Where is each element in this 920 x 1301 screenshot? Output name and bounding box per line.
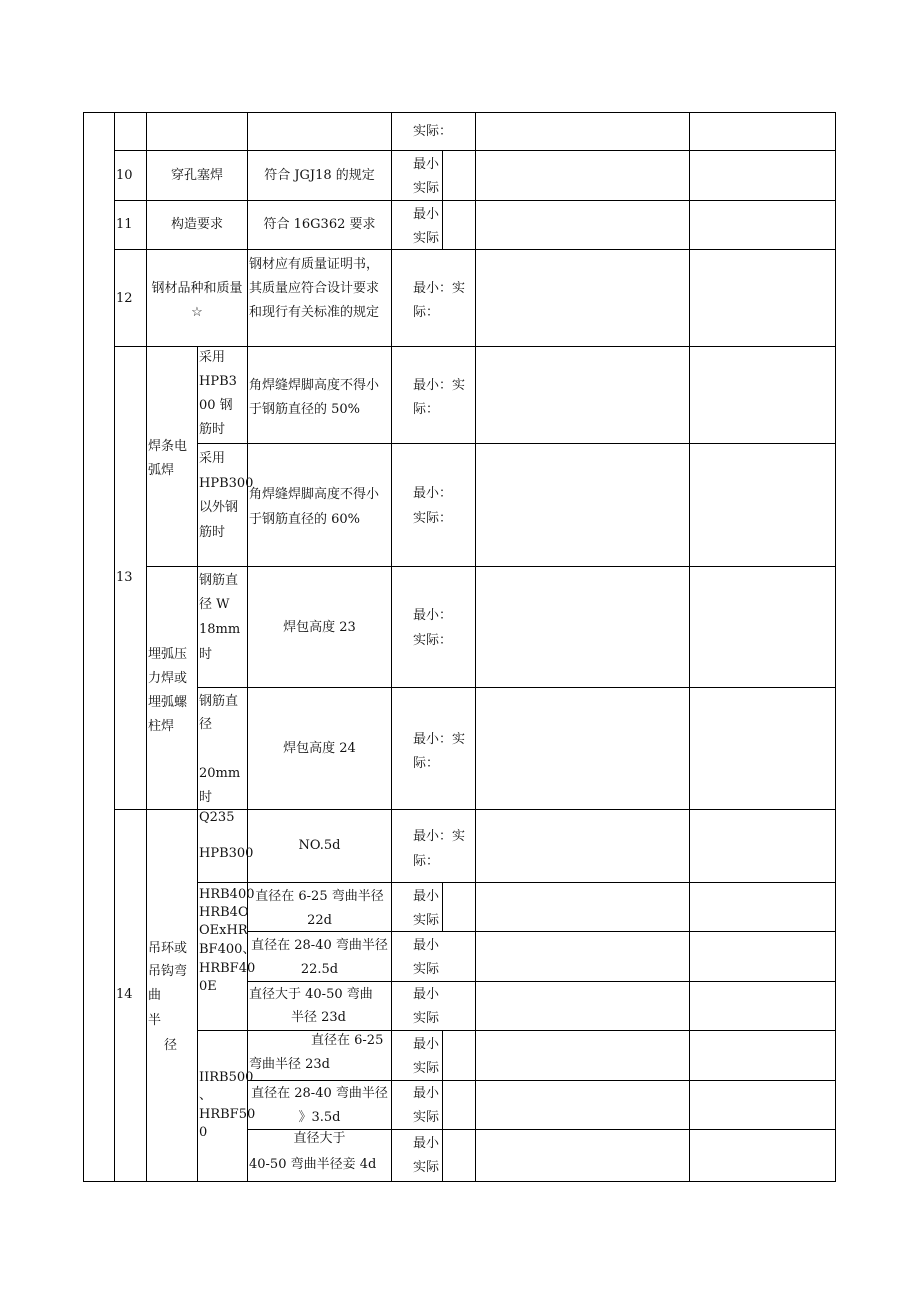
min-label: 最小：实 — [413, 378, 466, 393]
actual-label: 实际： — [413, 511, 453, 526]
sub-condition: 采用 — [199, 451, 226, 466]
table-border-right — [835, 112, 836, 1182]
min-label: 最小： — [413, 486, 453, 501]
requirement: NO.5d — [298, 838, 341, 853]
requirement: 符合 JGJ18 的规定 — [264, 168, 375, 183]
min-label: 最小 — [413, 1037, 440, 1052]
row-number: 10 — [116, 168, 133, 183]
item-name: 径 — [164, 1038, 178, 1053]
col-divider — [146, 112, 147, 1182]
actual-label: 际： — [413, 854, 440, 869]
min-label: 最小：实 — [413, 732, 466, 747]
row-divider — [247, 1080, 836, 1081]
requirement: 22d — [307, 913, 332, 928]
steel-grade: HPB300 — [199, 846, 254, 861]
row-number: 13 — [116, 570, 133, 585]
requirement: 钢材应有质量证明书， — [249, 257, 380, 272]
item-name: 半 — [148, 1013, 162, 1028]
sub-condition: 钢筋直 — [199, 694, 239, 709]
steel-grade: BF400、 — [199, 942, 256, 957]
actual-label: 实际 — [413, 962, 440, 977]
requirement: 焊包高度 24 — [283, 741, 356, 756]
steel-grade: Q235 — [199, 810, 235, 825]
steel-grade: HRBF40 — [199, 961, 256, 976]
item-name: 钢材品种和质量 — [151, 281, 243, 296]
col-divider — [442, 1030, 443, 1182]
actual-label: 实际 — [413, 1061, 440, 1076]
min-label: 最小： — [413, 608, 453, 623]
group-name: 埋弧压 — [148, 647, 188, 662]
actual-label: 实际： — [413, 633, 453, 648]
sub-condition: 筋时 — [199, 525, 226, 540]
sub-condition: HPB300 — [199, 476, 254, 491]
steel-grade: 0E — [199, 979, 217, 994]
sub-condition: 钢筋直 — [199, 573, 239, 588]
requirement: 40-50 弯曲半径妾 4d — [249, 1157, 377, 1172]
row-divider — [146, 566, 836, 567]
col-divider — [475, 112, 476, 1182]
min-label: 最小 — [413, 1086, 440, 1101]
item-name: 构造要求 — [170, 217, 223, 232]
sub-condition: 18mm — [199, 622, 241, 637]
actual-label: 实际 — [413, 913, 440, 928]
star-mark: ☆ — [191, 305, 203, 320]
item-name: 穿孔塞焊 — [170, 168, 223, 183]
col-divider — [247, 112, 248, 1182]
requirement: 直径在 28-40 弯曲半径 — [251, 938, 388, 953]
sub-condition: 径 W — [199, 597, 230, 612]
sub-condition: 20mm — [199, 766, 241, 781]
item-name: 吊环或 — [148, 941, 188, 956]
sub-condition: 采用 — [199, 350, 226, 365]
item-name: 曲 — [148, 988, 162, 1003]
requirement: 》3.5d — [298, 1110, 341, 1125]
sub-condition: HPB3 — [199, 374, 237, 389]
requirement: 焊包高度 23 — [283, 620, 356, 635]
group-name: 弧焊 — [148, 463, 175, 478]
group-name: 埋弧螺 — [148, 695, 188, 710]
actual-label: 实际 — [413, 1011, 440, 1026]
table-border-left — [83, 112, 84, 1182]
min-label: 最小 — [413, 987, 440, 1002]
requirement: 符合 16G362 要求 — [263, 217, 376, 232]
row-number: 12 — [116, 291, 133, 306]
min-label: 最小：实 — [413, 829, 466, 844]
row-divider — [197, 1030, 836, 1031]
group-name: 柱焊 — [148, 719, 175, 734]
sub-condition: 筋时 — [199, 422, 226, 437]
steel-grade: 0 — [199, 1125, 208, 1140]
actual-label: 实际 — [413, 1110, 440, 1125]
min-label: 最小 — [413, 938, 440, 953]
group-name: 焊条电 — [148, 439, 188, 454]
sub-condition: 时 — [199, 790, 213, 805]
actual-label: 际： — [413, 402, 440, 417]
steel-grade: HRBF50 — [199, 1107, 256, 1122]
actual-label: 际： — [413, 305, 440, 320]
requirement: 弯曲半径 23d — [249, 1057, 330, 1072]
group-name: 力焊或 — [148, 671, 188, 686]
min-label: 最小 — [413, 207, 440, 222]
requirement: 直径在 6-25 — [311, 1033, 384, 1048]
row-divider — [197, 687, 836, 688]
min-label: 最小：实 — [413, 281, 466, 296]
row-divider — [197, 443, 836, 444]
requirement: 22.5d — [300, 962, 339, 977]
min-label: 最小 — [413, 157, 440, 172]
requirement: 半径 23d — [291, 1010, 346, 1025]
sub-condition: 时 — [199, 647, 213, 662]
requirement: 和现行有关标准的规定 — [249, 305, 380, 320]
requirement: 于钢筋直径的 60% — [249, 512, 361, 527]
steel-grade: IIRB500 — [199, 1070, 254, 1085]
min-label: 最小 — [413, 1136, 440, 1151]
sub-condition: 径 — [199, 717, 213, 732]
steel-grade: 、 — [199, 1088, 213, 1103]
requirement: 直径大于 40-50 弯曲 — [249, 987, 373, 1002]
steel-grade: OExHR — [199, 923, 248, 938]
row-number: 14 — [116, 987, 133, 1002]
requirement: 其质量应符合设计要求 — [249, 281, 380, 296]
actual-label: 实际 — [413, 231, 440, 246]
col-divider — [114, 112, 115, 1182]
col-divider — [391, 112, 392, 1182]
actual-label: 实际： — [413, 124, 453, 139]
min-label: 最小 — [413, 889, 440, 904]
actual-label: 际： — [413, 756, 440, 771]
col-divider — [442, 150, 443, 250]
requirement: 于钢筋直径的 50% — [249, 402, 361, 417]
actual-label: 实际 — [413, 181, 440, 196]
table-border-bottom — [83, 1181, 836, 1182]
col-divider — [442, 882, 443, 932]
steel-grade: HRB400 — [199, 887, 255, 902]
requirement: 角焊缝焊脚高度不得小 — [249, 378, 380, 393]
steel-grade: HRB4O — [199, 905, 249, 920]
sub-condition: 以外钢 — [199, 500, 239, 515]
requirement: 角焊缝焊脚高度不得小 — [249, 487, 380, 502]
col-divider — [197, 346, 198, 1182]
actual-label: 实际 — [413, 1160, 440, 1175]
requirement: 直径大于 — [293, 1131, 346, 1146]
row-number: 11 — [116, 217, 133, 232]
requirement: 直径在 6-25 弯曲半径 — [255, 889, 384, 904]
col-divider — [689, 112, 690, 1182]
item-name: 吊钩弯 — [148, 964, 188, 979]
table-border-top — [83, 112, 836, 113]
row-divider — [197, 882, 836, 883]
requirement: 直径在 28-40 弯曲半径 — [251, 1086, 388, 1101]
sub-condition: 00 钢 — [199, 398, 233, 413]
